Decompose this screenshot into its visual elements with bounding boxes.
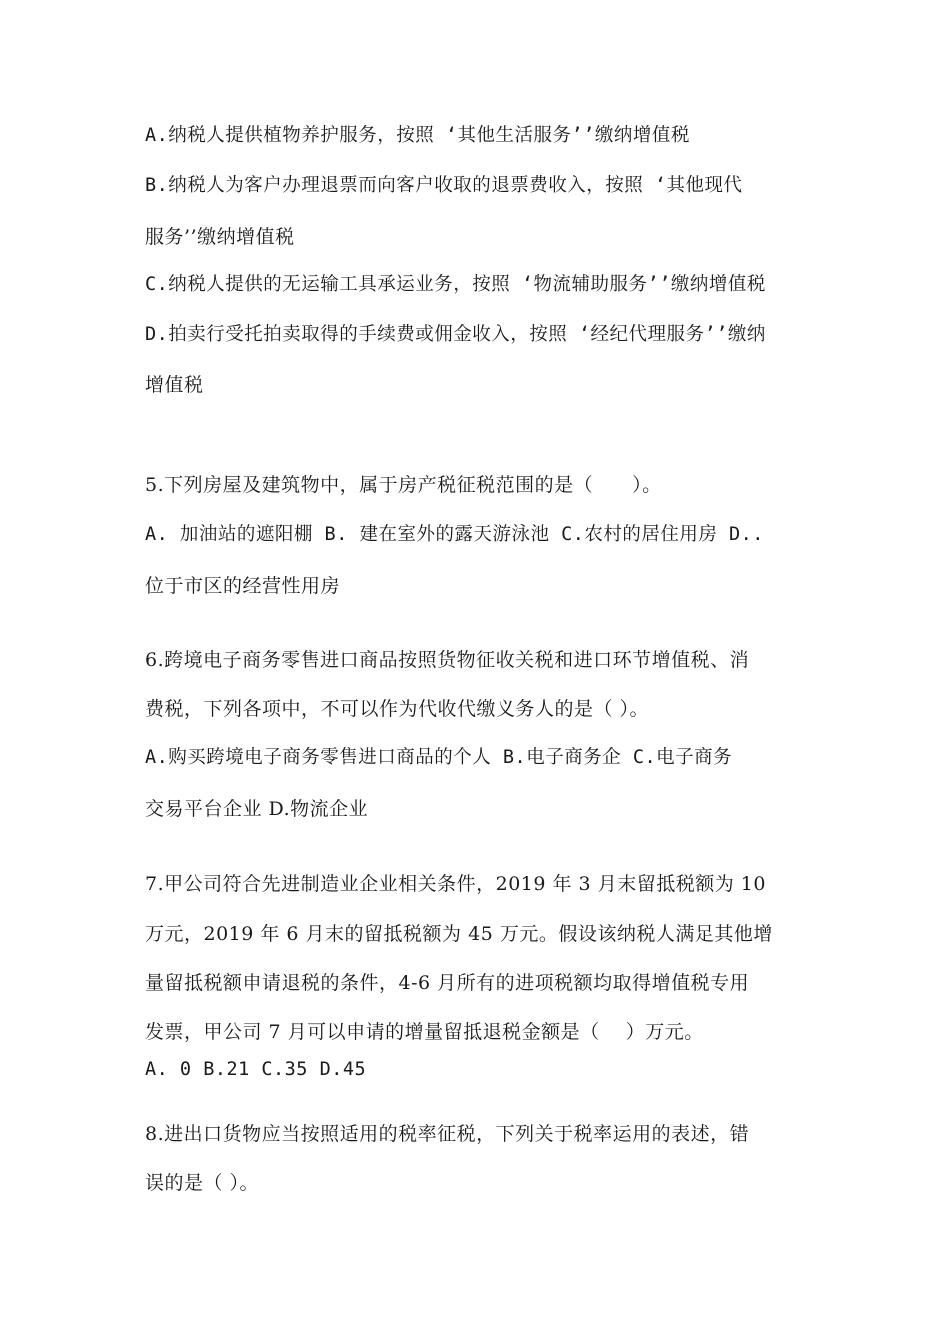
q7-options: A. 0 B.21 C.35 D.45 bbox=[145, 1059, 367, 1080]
q7-stem-line2: 万元，2019 年 6 月末的留抵税额为 45 万元。假设该纳税人满足其他增 bbox=[145, 923, 773, 945]
q7-stem-line3: 量留抵税额申请退税的条件，4-6 月所有的进项税额均取得增值税专用 bbox=[145, 972, 750, 994]
q6-stem-line1: 6.跨境电子商务零售进口商品按照货物征收关税和进口环节增值税、消 bbox=[145, 649, 750, 671]
q4-option-c: C.纳税人提供的无运输工具承运业务，按照 ‘物流辅助服务’’缴纳增值税 bbox=[145, 274, 766, 295]
q6-stem-line2: 费税，下列各项中，不可以作为代收代缴义务人的是（ ）。 bbox=[145, 698, 650, 720]
q5-options-line1: A. 加油站的遮阳棚 B. 建在室外的露天游泳池 C.农村的居住用房 D.. bbox=[145, 524, 764, 545]
q7-stem-line1: 7.甲公司符合先进制造业企业相关条件，2019 年 3 月末留抵税额为 10 bbox=[145, 873, 766, 895]
q4-option-a: A.纳税人提供植物养护服务，按照 ‘其他生活服务’’缴纳增值税 bbox=[145, 125, 690, 146]
q4-option-d-line2: 增值税 bbox=[145, 374, 204, 396]
q4-option-b-line1: B.纳税人为客户办理退票而向客户收取的退票费收入，按照 ‘其他现代 bbox=[145, 175, 743, 196]
q6-options-line1: A.购买跨境电子商务零售进口商品的个人 B.电子商务企 C.电子商务 bbox=[145, 747, 733, 768]
q8-stem-line1: 8.进出口货物应当按照适用的税率征税，下列关于税率运用的表述，错 bbox=[145, 1123, 750, 1145]
q5-options-line2: 位于市区的经营性用房 bbox=[145, 575, 341, 597]
q4-option-b-line2: 服务’’缴纳增值税 bbox=[145, 226, 295, 248]
q6-options-line2: 交易平台企业 D.物流企业 bbox=[145, 798, 369, 820]
q8-stem-line2: 误的是（ ）。 bbox=[145, 1172, 260, 1194]
q7-stem-line4: 发票，甲公司 7 月可以申请的增量留抵退税金额是（ ）万元。 bbox=[145, 1021, 704, 1043]
q4-option-d-line1: D.拍卖行受托拍卖取得的手续费或佣金收入，按照 ‘经纪代理服务’’缴纳 bbox=[145, 324, 766, 345]
q5-stem: 5.下列房屋及建筑物中，属于房产税征税范围的是（ ）。 bbox=[145, 474, 662, 496]
